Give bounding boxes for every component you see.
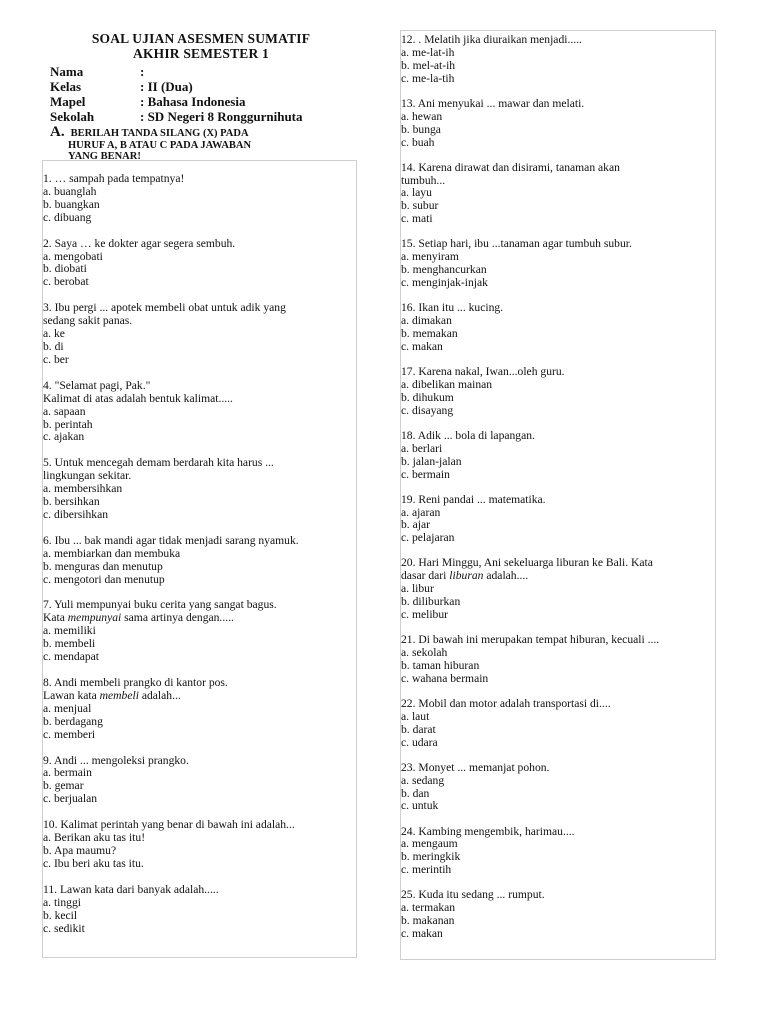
question-text-continued: sedang sakit panas. (43, 314, 133, 328)
info-value: : (140, 64, 145, 79)
answer-option: a. hewan (401, 109, 443, 123)
question-text: 9. Andi ... mengoleksi prangko. (43, 753, 189, 767)
answer-option: b. menguras dan menutup (43, 559, 163, 573)
question-emphasis: membeli (99, 688, 139, 702)
answer-option: b. mel-at-ih (401, 58, 456, 72)
answer-option: a. menyiram (401, 250, 459, 264)
question-text: 8. Andi membeli prangko di kantor pos. (43, 676, 228, 689)
answer-option: c. merintih (401, 863, 452, 877)
exam-header (42, 31, 360, 163)
answer-option: a. sedang (401, 773, 445, 787)
answer-option: b. diliburkan (401, 595, 461, 609)
answer-option: a. me-lat-ih (401, 45, 455, 59)
answer-option: c. mendapat (43, 650, 100, 664)
instruction-line3: YANG BENAR! (68, 151, 141, 162)
question-text-part: adalah... (138, 688, 181, 702)
question-text: 22. Mobil dan motor adalah transportasi di.... (401, 696, 611, 710)
question-text-part: sama artinya dengan..... (121, 611, 234, 625)
question-item (401, 302, 713, 354)
answer-option: c. sedikit (43, 921, 85, 935)
answer-option: a. libur (401, 582, 434, 596)
answer-option: a. mengaum (401, 837, 458, 851)
answer-option: a. mengobati (43, 249, 103, 263)
answer-option: b. makanan (401, 914, 455, 928)
answer-option: b. taman hiburan (401, 658, 480, 672)
question-text-part: dasar dari (401, 569, 450, 583)
question-item (401, 889, 713, 941)
answer-option: a. membersihkan (43, 482, 123, 496)
answer-option: c. memberi (43, 727, 96, 741)
question-text-continued (401, 570, 713, 583)
answer-option: a. berlari (401, 441, 443, 455)
question-item (43, 884, 355, 936)
info-label: Kelas (50, 79, 82, 94)
question-text: 2. Saya … ke dokter agar segera sembuh. (43, 236, 236, 250)
question-text: 25. Kuda itu sedang ... rumput. (401, 888, 545, 902)
answer-option: c. dibuang (43, 210, 92, 224)
question-item (43, 457, 355, 522)
instruction-letter: A. (50, 124, 65, 140)
answer-option: b. jalan-jalan (401, 454, 462, 468)
info-value: : Bahasa Indonesia (140, 94, 246, 109)
question-text: 7. Yuli mempunyai buku cerita yang sangat bagus. (43, 598, 277, 612)
info-label: Nama (50, 64, 84, 79)
question-item (401, 557, 713, 622)
answer-option: a. buanglah (43, 184, 97, 198)
instruction-line1: BERILAH TANDA SILANG (X) PADA (70, 128, 249, 139)
answer-option: b. darat (401, 722, 436, 736)
answer-option: a. memiliki (43, 624, 96, 638)
answer-option: a. ajaran (401, 505, 441, 519)
question-item (401, 634, 713, 686)
question-text-part: Kata (43, 611, 68, 625)
question-item (401, 366, 713, 418)
answer-option: c. buah (401, 135, 435, 149)
answer-option: b. meringkik (401, 850, 461, 864)
question-text: 20. Hari Minggu, Ani sekeluarga liburan ke Bali. Kata (401, 556, 653, 570)
answer-option: b. buangkan (43, 197, 100, 211)
answer-option: c. wahana bermain (401, 671, 489, 685)
question-item (401, 826, 713, 878)
answer-option: c. bermain (401, 467, 450, 481)
answer-option: a. bermain (43, 766, 92, 780)
instruction-line2: HURUF A, B ATAU C PADA JAWABAN (68, 139, 252, 151)
answer-option: c. disayang (401, 403, 454, 417)
question-text: 16. Ikan itu ... kucing. (401, 301, 504, 315)
answer-option: c. me-la-tih (401, 71, 455, 85)
question-item (43, 173, 355, 225)
answer-option: c. mengotori dan menutup (43, 572, 165, 586)
answer-option: c. makan (401, 927, 443, 941)
question-text: 12. . Melatih jika diuraikan menjadi..... (401, 33, 582, 46)
answer-option: a. dimakan (401, 314, 452, 328)
question-item (401, 494, 713, 546)
question-text: 5. Untuk mencegah demam berdarah kita harus ... (43, 456, 274, 470)
answer-option: b. menghancurkan (401, 263, 487, 277)
info-value: : SD Negeri 8 Ronggurnihuta (140, 109, 303, 124)
answer-option: b. membeli (43, 637, 96, 651)
answer-option: b. berdagang (43, 714, 103, 728)
instruction (50, 124, 360, 163)
question-item (43, 677, 355, 742)
answer-option: c. berjualan (43, 792, 98, 806)
info-label: Mapel (50, 94, 86, 109)
question-item (401, 430, 713, 482)
question-text: 4. "Selamat pagi, Pak." (43, 378, 151, 392)
answer-option: a. termakan (401, 901, 456, 915)
info-row-kelas (50, 79, 360, 94)
question-text: 6. Ibu ... bak mandi agar tidak menjadi sarang nyamuk. (43, 533, 299, 547)
answer-option: c. melibur (401, 608, 449, 622)
answer-option: a. Berikan aku tas itu! (43, 831, 146, 845)
answer-option: a. layu (401, 186, 432, 200)
answer-option: b. gemar (43, 779, 84, 793)
question-text-part: Lawan kata (43, 688, 100, 702)
question-text: 13. Ani menyukai ... mawar dan melati. (401, 96, 585, 110)
question-text: 11. Lawan kata dari banyak adalah..... (43, 882, 219, 896)
answer-option: a. dibelikan mainan (401, 377, 493, 391)
answer-option: b. bunga (401, 122, 441, 136)
question-item (401, 238, 713, 290)
info-row-sekolah (50, 109, 360, 124)
answer-option: c. berobat (43, 275, 89, 289)
question-text: 3. Ibu pergi ... apotek membeli obat untuk adik yang (43, 301, 286, 315)
question-item (401, 698, 713, 750)
info-row-nama (50, 64, 360, 79)
question-text: 18. Adik ... bola di lapangan. (401, 428, 535, 442)
answer-option: c. Ibu beri aku tas itu. (43, 856, 144, 870)
info-label: Sekolah (50, 109, 95, 124)
question-text-continued: Kalimat di atas adalah bentuk kalimat..... (43, 391, 233, 405)
answer-option: b. ajar (401, 518, 430, 532)
question-text: 17. Karena nakal, Iwan...oleh guru. (401, 364, 565, 378)
answer-option: a. menjual (43, 701, 92, 715)
answer-option: b. kecil (43, 908, 78, 922)
question-emphasis: liburan (449, 569, 484, 583)
answer-option: b. bersihkan (43, 495, 100, 509)
answer-option: b. diobati (43, 262, 87, 276)
answer-option: b. Apa maumu? (43, 843, 117, 857)
answer-option: b. di (43, 339, 64, 353)
answer-option: a. sekolah (401, 646, 448, 660)
question-item (43, 535, 355, 587)
question-item (43, 819, 355, 871)
answer-option: c. untuk (401, 799, 439, 813)
question-emphasis: mempunyai (67, 611, 122, 625)
left-question-column (43, 173, 355, 948)
question-item (43, 238, 355, 290)
question-item (401, 98, 713, 150)
answer-option: c. udara (401, 735, 438, 749)
question-item (401, 762, 713, 814)
question-text: 1. … sampah pada tempatnya! (43, 172, 185, 185)
answer-option: b. dan (401, 786, 430, 800)
question-item (43, 302, 355, 367)
exam-title-line2: AKHIR SEMESTER 1 (133, 46, 269, 61)
answer-option: c. mati (401, 212, 433, 226)
answer-option: b. memakan (401, 326, 458, 340)
answer-option: a. tinggi (43, 895, 81, 909)
answer-option: c. makan (401, 339, 443, 353)
answer-option: a. ke (43, 327, 65, 341)
answer-option: b. perintah (43, 417, 93, 431)
info-value: : II (Dua) (140, 79, 193, 94)
answer-option: a. membiarkan dan membuka (43, 546, 181, 560)
info-row-mapel (50, 94, 360, 109)
question-text: 15. Setiap hari, ibu ...tanaman agar tumbuh subur. (401, 237, 632, 251)
student-info (50, 64, 360, 124)
question-text-part: adalah.... (483, 569, 529, 583)
question-item (401, 34, 713, 86)
answer-option: a. laut (401, 709, 430, 723)
question-text-continued (43, 690, 355, 703)
answer-option: b. dihukum (401, 390, 454, 404)
answer-option: c. ber (43, 352, 69, 366)
question-text: 19. Reni pandai ... matematika. (401, 492, 546, 506)
question-text: 23. Monyet ... memanjat pohon. (401, 760, 550, 774)
question-text: 21. Di bawah ini merupakan tempat hiburan, kecuali .... (401, 633, 660, 647)
question-text: 14. Karena dirawat dan disirami, tanaman akan (401, 160, 620, 174)
question-text: 24. Kambing mengembik, harimau.... (401, 824, 575, 838)
exam-title-line1: SOAL UJIAN ASESMEN SUMATIF (91, 31, 311, 46)
answer-option: c. pelajaran (401, 531, 455, 545)
question-item (43, 380, 355, 445)
question-text-continued: lingkungan sekitar. (43, 469, 132, 483)
exam-title (42, 31, 360, 61)
answer-option: c. menginjak-injak (401, 276, 488, 290)
answer-option: c. dibersihkan (43, 507, 109, 521)
question-item (401, 162, 713, 227)
right-question-column (401, 34, 713, 953)
question-item (43, 755, 355, 807)
answer-option: b. subur (401, 199, 439, 213)
question-item (43, 599, 355, 664)
question-text-continued: tumbuh... (401, 173, 446, 187)
answer-option: a. sapaan (43, 404, 86, 418)
question-text: 10. Kalimat perintah yang benar di bawah ini adalah... (43, 818, 295, 832)
answer-option: c. ajakan (43, 430, 85, 444)
